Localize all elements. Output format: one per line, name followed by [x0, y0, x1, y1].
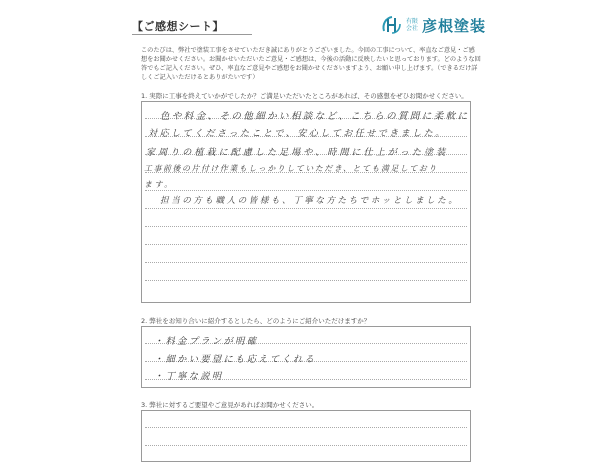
- answer-2-line: ・丁寧な説明: [154, 371, 224, 382]
- answer-box-1[interactable]: [141, 101, 471, 303]
- sheet-title: 【ご感想シート】: [132, 20, 224, 33]
- answer-box-3[interactable]: [141, 410, 471, 462]
- line-rule: [145, 208, 467, 209]
- question-2-label: 2. 弊社をお知り合いに紹介するとしたら、どのようにご紹介いただけますか？: [141, 317, 371, 325]
- answer-1-line: 対応してくださったことで、安心してお任せできました。: [148, 129, 447, 139]
- answer-1-line: 色や料金、その他細かい相談など、こちらの質問に柔軟に: [160, 111, 470, 122]
- company-name: 彦根塗装: [422, 16, 487, 35]
- line-rule: [145, 280, 467, 281]
- company-logo: [380, 14, 486, 36]
- answer-1-line: 家周りの植栽に配慮した足場や、時間に仕上がった塗装: [146, 148, 449, 158]
- question-1-label: 1. 実際に工事を終えていかがでしたか？ご満足いただいたところがあれば、その感想をぜひお聞かせください。: [141, 92, 468, 100]
- logo-mark-icon: [380, 14, 402, 36]
- question-3-label: 3. 弊社に対するご要望やご意見があればお聞かせください。: [141, 401, 319, 409]
- line-rule: [145, 226, 467, 227]
- answer-1-line: 工事前後の片付け作業もしっかりしていただき、とても満足しており: [144, 164, 438, 173]
- intro-text: このたびは、弊社で塗装工事をさせていただき誠にありがとうございました。今回の工事について、率直なご意見・ご感想をお聞かせください。お聞かせいただいたご意見・ご感想は、今後の活動に反映したいと思っております。どのような回答でもご記入ください。ぜひ、率直なご意見やご感想をお聞かせくださいますよう、お願い申し上げます。（できるだけ詳しくご記入いただけるとありがたいです）: [141, 47, 481, 81]
- company-type: 有限会社: [406, 18, 419, 32]
- answer-2-line: ・細かい要望にも応えてくれる: [154, 354, 317, 365]
- answer-2-line: ・料金プランが明確: [154, 336, 259, 347]
- line-rule: [145, 190, 467, 191]
- answer-1-line: ます。: [144, 180, 175, 189]
- answer-box-2[interactable]: [141, 326, 471, 388]
- title-underline: [132, 34, 252, 35]
- answer-1-line: 担当の方も職人の皆様も、丁寧な方たちでホッとしました。: [160, 196, 460, 206]
- line-rule: [145, 445, 467, 446]
- line-rule: [145, 427, 467, 428]
- line-rule: [145, 262, 467, 263]
- line-rule: [145, 244, 467, 245]
